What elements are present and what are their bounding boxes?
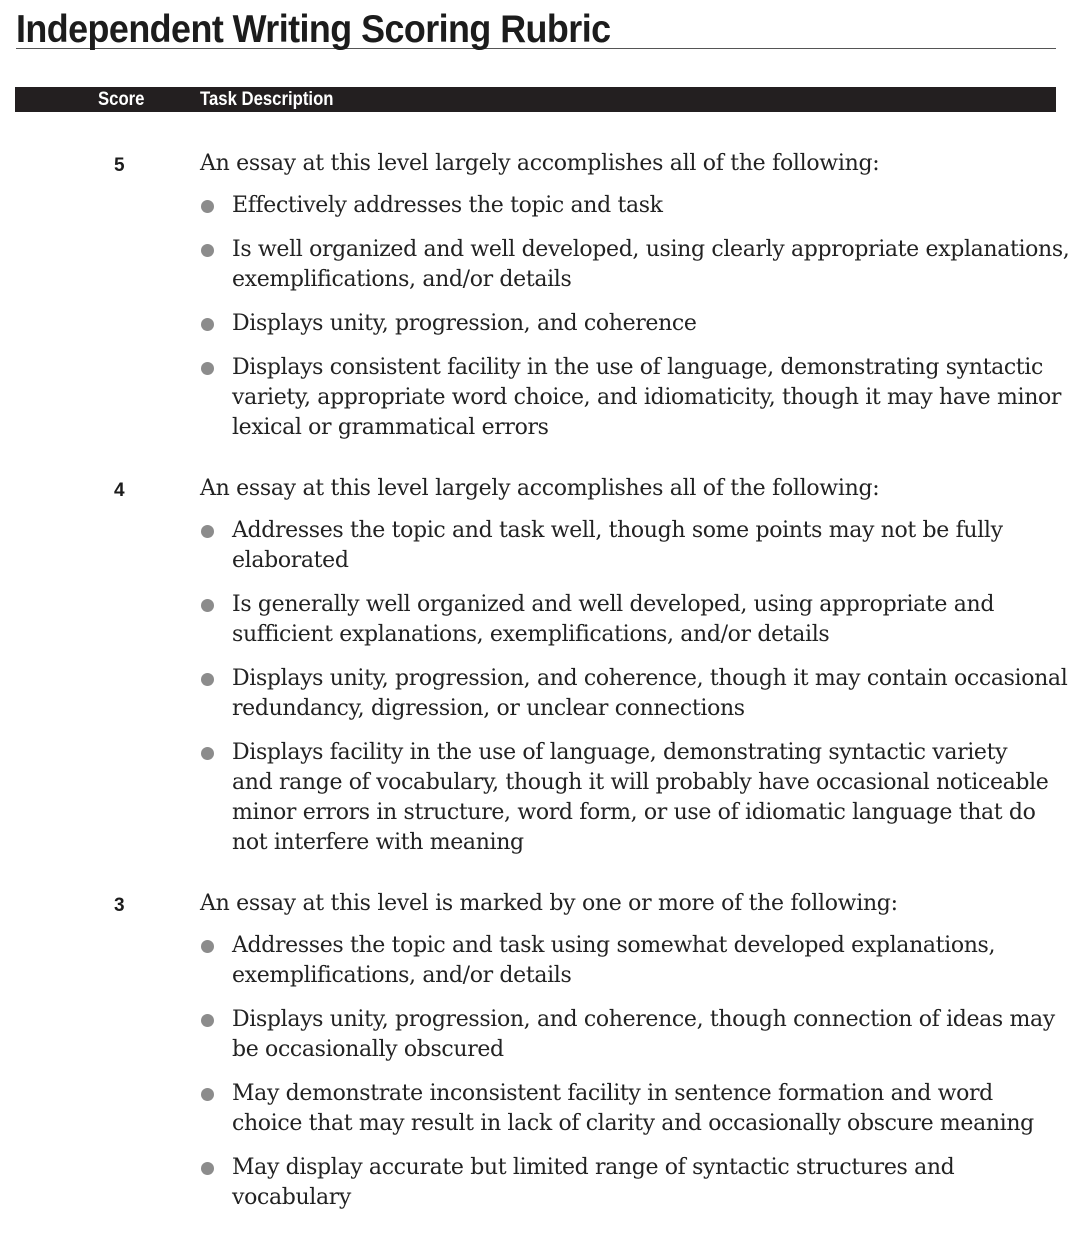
criteria-text-line: May demonstrate inconsistent facility in sentence formation and word bbox=[232, 1081, 993, 1106]
page-title bbox=[16, 10, 1056, 49]
criteria-text-line: lexical or grammatical errors bbox=[232, 415, 549, 440]
criteria-text bbox=[232, 235, 1070, 295]
criteria-text-line: variety, appropriate word choice, and idiomaticity, though it may have minor bbox=[232, 385, 1062, 410]
criteria-text bbox=[232, 738, 1062, 858]
criteria-item bbox=[232, 738, 1062, 858]
bullet-icon bbox=[201, 525, 214, 538]
criteria-text-line: vocabulary bbox=[232, 1185, 351, 1210]
criteria-item bbox=[232, 931, 1062, 991]
criteria-item bbox=[232, 1153, 1062, 1213]
criteria-list bbox=[0, 931, 1074, 1213]
table-header-bar bbox=[15, 87, 1056, 112]
criteria-text-line: exemplifications, and/or details bbox=[232, 963, 572, 988]
criteria-text bbox=[232, 309, 1062, 339]
criteria-text-line: elaborated bbox=[232, 548, 349, 573]
bullet-icon bbox=[201, 940, 214, 953]
criteria-list bbox=[0, 191, 1074, 443]
criteria-text-line: Displays unity, progression, and coherence, though it may contain occasional bbox=[232, 666, 1068, 691]
criteria-text-line: redundancy, digression, or unclear connections bbox=[232, 696, 745, 721]
criteria-text bbox=[232, 516, 1062, 576]
level-intro: An essay at this level is marked by one or more of the following: bbox=[200, 891, 898, 916]
criteria-text bbox=[232, 1005, 1062, 1065]
score-level-5 bbox=[0, 149, 1074, 443]
score-level-3 bbox=[0, 889, 1074, 1213]
criteria-item bbox=[232, 353, 1062, 443]
criteria-text-line: Addresses the topic and task well, though some points may not be fully bbox=[232, 518, 1003, 543]
bullet-icon bbox=[201, 200, 214, 213]
criteria-text-line: Effectively addresses the topic and task bbox=[232, 193, 663, 218]
page-title-text: Independent Writing Scoring Rubric bbox=[16, 8, 611, 51]
criteria-text-line: Displays unity, progression, and coherence bbox=[232, 311, 697, 336]
level-intro: An essay at this level largely accomplishes all of the following: bbox=[200, 151, 880, 176]
criteria-text-line: sufficient explanations, exemplifications, and/or details bbox=[232, 622, 830, 647]
header-description-label: Task Description bbox=[200, 89, 334, 110]
bullet-icon bbox=[201, 318, 214, 331]
score-number: 3 bbox=[114, 895, 125, 916]
criteria-text-line: Is well organized and well developed, using clearly appropriate explanations, bbox=[232, 237, 1070, 262]
criteria-text bbox=[232, 353, 1062, 443]
criteria-item bbox=[232, 1005, 1062, 1065]
bullet-icon bbox=[201, 747, 214, 760]
bullet-icon bbox=[201, 1088, 214, 1101]
criteria-item bbox=[232, 664, 1068, 724]
criteria-text-line: and range of vocabulary, though it will probably have occasional noticeable bbox=[232, 770, 1049, 795]
criteria-item bbox=[232, 235, 1070, 295]
criteria-text-line: May display accurate but limited range of syntactic structures and bbox=[232, 1155, 955, 1180]
criteria-text bbox=[232, 1079, 1062, 1139]
criteria-text bbox=[232, 664, 1068, 724]
score-number: 5 bbox=[114, 155, 125, 176]
criteria-text-line: Is generally well organized and well developed, using appropriate and bbox=[232, 592, 995, 617]
criteria-text-line: not interfere with meaning bbox=[232, 830, 524, 855]
criteria-item bbox=[232, 309, 1062, 339]
criteria-text-line: minor errors in structure, word form, or use of idiomatic language that do bbox=[232, 800, 1036, 825]
criteria-text-line: exemplifications, and/or details bbox=[232, 267, 572, 292]
level-intro: An essay at this level largely accomplishes all of the following: bbox=[200, 476, 880, 501]
criteria-text-line: Displays unity, progression, and coherence, though connection of ideas may bbox=[232, 1007, 1055, 1032]
criteria-text bbox=[232, 191, 1062, 221]
criteria-text-line: Displays facility in the use of language, demonstrating syntactic variety bbox=[232, 740, 1008, 765]
score-number: 4 bbox=[114, 480, 125, 501]
criteria-list bbox=[0, 516, 1074, 858]
bullet-icon bbox=[201, 673, 214, 686]
bullet-icon bbox=[201, 244, 214, 257]
criteria-item bbox=[232, 1079, 1062, 1139]
criteria-item bbox=[232, 191, 1062, 221]
criteria-text bbox=[232, 1153, 1062, 1213]
bullet-icon bbox=[201, 1014, 214, 1027]
criteria-text bbox=[232, 590, 1062, 650]
bullet-icon bbox=[201, 599, 214, 612]
criteria-text-line: Addresses the topic and task using somewhat developed explanations, bbox=[232, 933, 996, 958]
bullet-icon bbox=[201, 1162, 214, 1175]
criteria-item bbox=[232, 516, 1062, 576]
criteria-text bbox=[232, 931, 1062, 991]
rubric-body bbox=[0, 149, 1074, 1213]
criteria-text-line: choice that may result in lack of clarity and occasionally obscure meaning bbox=[232, 1111, 1034, 1136]
criteria-text-line: be occasionally obscured bbox=[232, 1037, 504, 1062]
bullet-icon bbox=[201, 362, 214, 375]
criteria-item bbox=[232, 590, 1062, 650]
header-score-label: Score bbox=[98, 89, 145, 110]
score-level-4 bbox=[0, 474, 1074, 858]
criteria-text-line: Displays consistent facility in the use of language, demonstrating syntactic bbox=[232, 355, 1043, 380]
